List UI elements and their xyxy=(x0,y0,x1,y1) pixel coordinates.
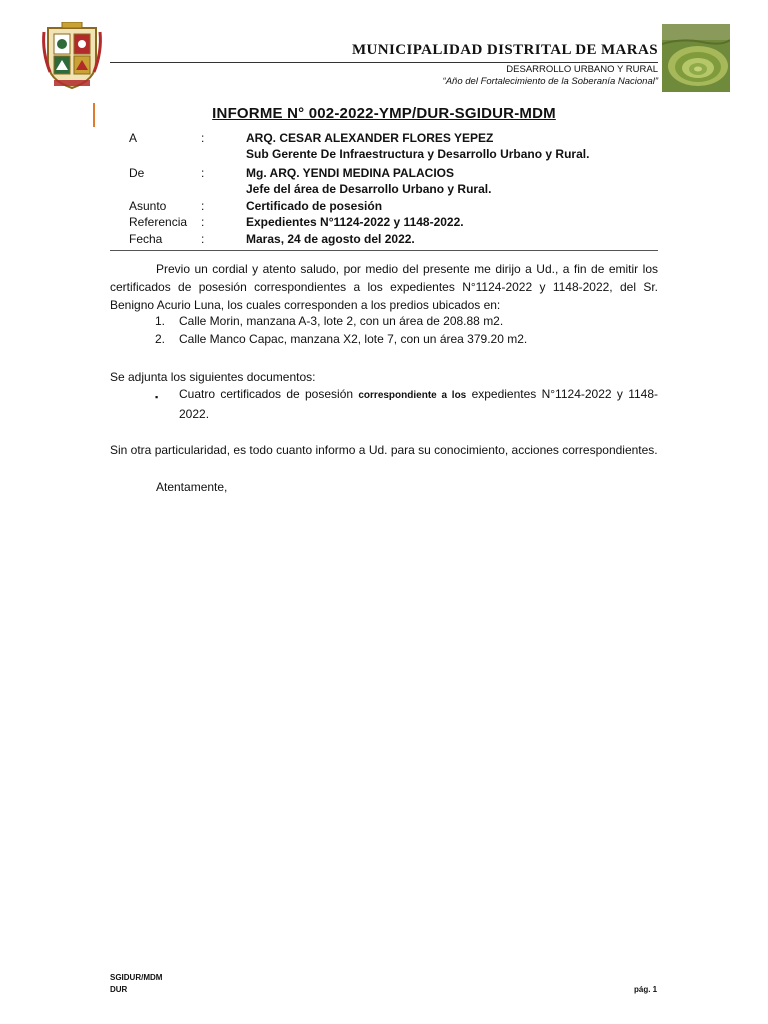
to-name: ARQ. CESAR ALEXANDER FLORES YEPEZ xyxy=(246,131,494,145)
to-colon: : xyxy=(201,131,205,145)
subject-label: Asunto xyxy=(129,199,167,213)
subject-value: Certificado de posesión xyxy=(246,199,383,213)
signoff: Atentamente, xyxy=(156,480,228,494)
department-name: DESARROLLO URBANO Y RURAL xyxy=(506,64,658,75)
from-role: Jefe del área de Desarrollo Urbano y Rural. xyxy=(246,182,492,196)
header-divider xyxy=(110,62,658,63)
closing-paragraph: Sin otra particularidad, es todo cuanto informo a Ud. para su conocimiento, acciones correspondientes. xyxy=(110,443,658,457)
page-number: pág. 1 xyxy=(634,985,658,994)
to-role: Sub Gerente De Infraestructura y Desarrollo Urbano y Rural. xyxy=(246,147,590,161)
intro-paragraph: Previo un cordial y atento saludo, por medio del presente me dirijo a Ud., a fin de emitir los certificados de posesión correspondientes a los expedientes N°1124-2022 y 1148-2022, del Sr. Benigno Acurio Luna, los cuales corresponden a los predios ubicados en: xyxy=(110,262,658,312)
accent-bar xyxy=(93,103,95,127)
from-label: De xyxy=(129,166,145,180)
list-item-number: 2. xyxy=(155,332,166,346)
to-label: A xyxy=(129,131,138,145)
moray-terraces-photo xyxy=(662,24,730,92)
footer-code-line1: SGIDUR/MDM xyxy=(110,973,163,982)
report-title: INFORME N° 002-2022-YMP/DUR-SGIDUR-MDM xyxy=(212,105,556,122)
attachment-item xyxy=(179,385,658,423)
date-label: Fecha xyxy=(129,232,163,246)
date-colon: : xyxy=(201,232,205,246)
list-item-number: 1. xyxy=(155,314,166,328)
memo-divider xyxy=(110,250,658,251)
subject-colon: : xyxy=(201,199,205,213)
municipality-name: MUNICIPALIDAD DISTRITAL DE MARAS xyxy=(351,42,658,58)
from-colon: : xyxy=(201,166,205,180)
list-item-text: Calle Manco Capac, manzana X2, lote 7, con un área 379.20 m2. xyxy=(179,332,528,346)
reference-colon: : xyxy=(201,215,205,229)
year-motto: “Año del Fortalecimiento de la Soberanía Nacional” xyxy=(442,76,658,87)
attachments-intro: Se adjunta los siguientes documentos: xyxy=(110,370,316,384)
square-bullet-icon: ▪ xyxy=(155,392,159,402)
list-item-text: Calle Morin, manzana A-3, lote 2, con un área de 208.88 m2. xyxy=(179,314,504,328)
municipal-crest-logo xyxy=(40,22,104,90)
attachment-text-part: Cuatro certificados de posesión xyxy=(179,387,359,401)
footer-code-line2: DUR xyxy=(110,985,128,994)
from-name: Mg. ARQ. YENDI MEDINA PALACIOS xyxy=(246,166,455,180)
date-value: Maras, 24 de agosto del 2022. xyxy=(246,232,415,246)
attachment-text-emphasis: correspondiente a los xyxy=(358,390,467,401)
attachment-text-part: expedientes N°1124-2022 y 1148-2022. xyxy=(179,387,658,421)
reference-value: Expedientes N°1124-2022 y 1148-2022. xyxy=(246,215,464,229)
reference-label: Referencia xyxy=(129,215,188,229)
